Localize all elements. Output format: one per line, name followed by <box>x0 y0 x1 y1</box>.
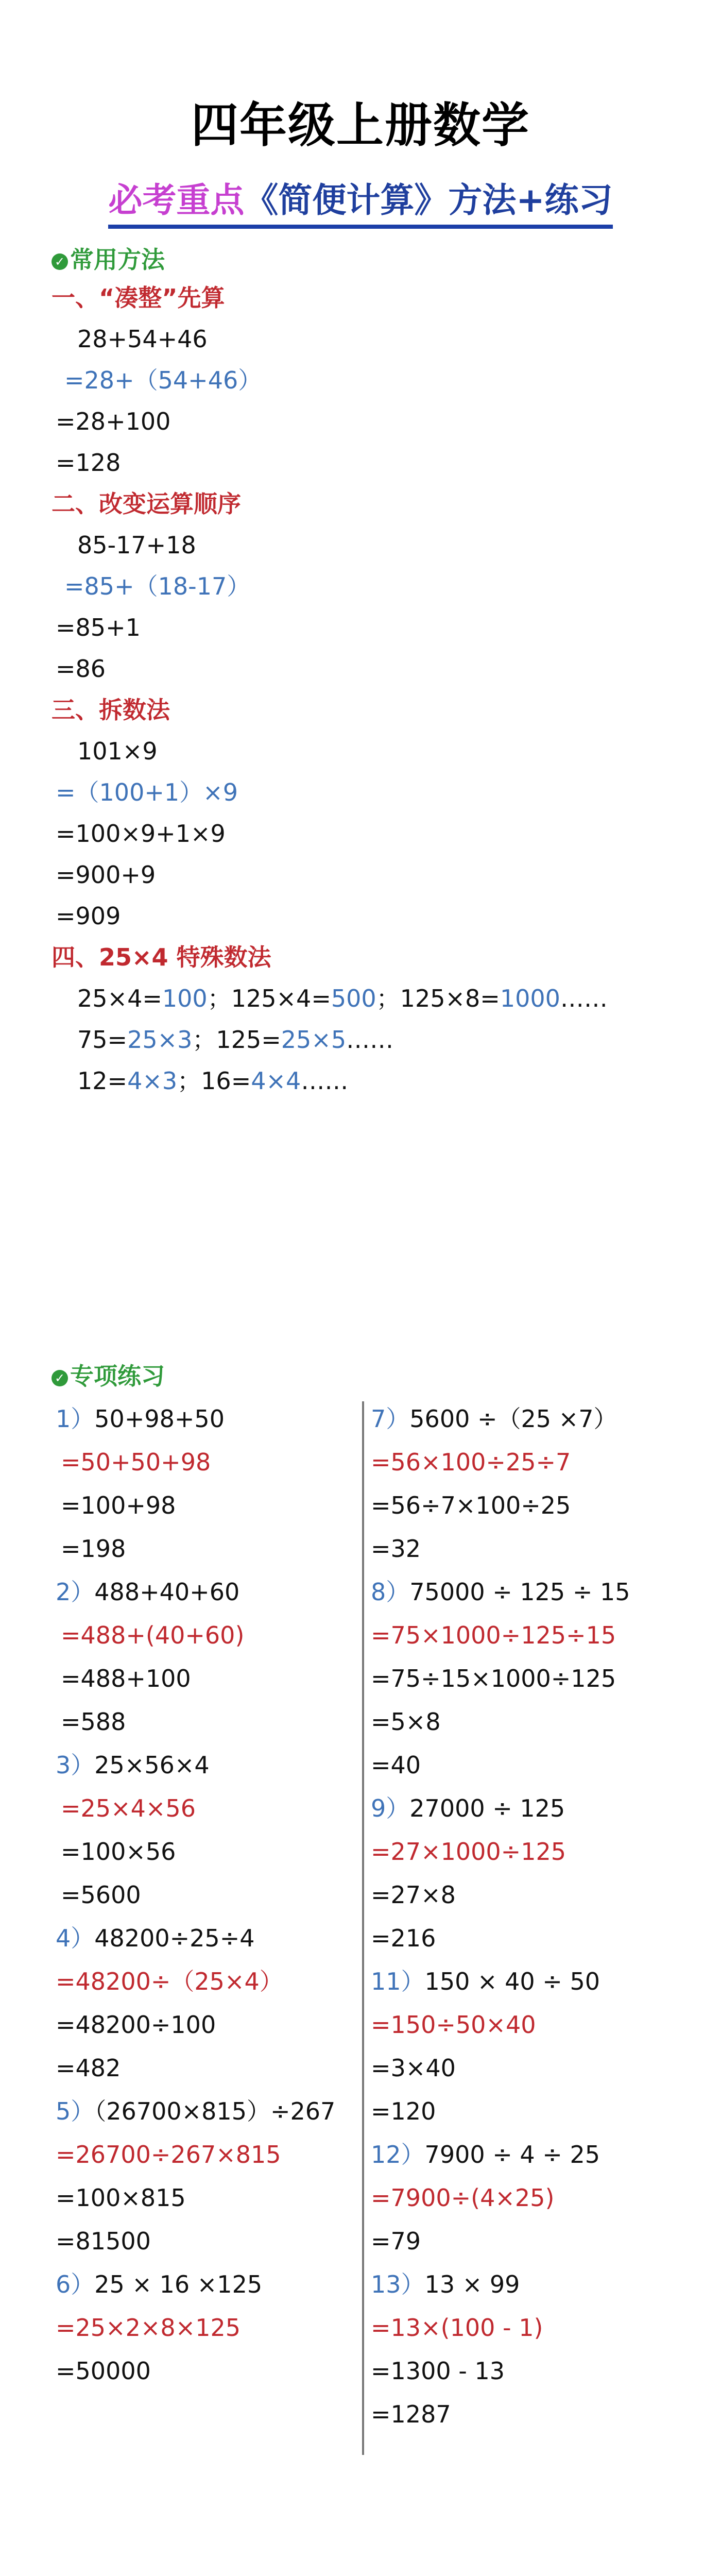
method-4-row: 12=4×3；16=4×4…… <box>77 1067 349 1095</box>
practice-step: =488+100 <box>61 1665 191 1692</box>
practice-step: =120 <box>371 2097 436 2125</box>
method-2-line: =85+1 <box>56 614 141 641</box>
method-2-line: =85+（18-17） <box>64 572 251 600</box>
subtitle-main: 《简便计算》方法+练习 <box>244 180 613 220</box>
practice-step: =48200÷（25×4） <box>56 1968 283 1995</box>
practice-step: =198 <box>61 1535 126 1563</box>
practice-question: 13）13 × 99 <box>371 2270 520 2298</box>
check-icon: ✓ <box>52 253 68 270</box>
practice-step: =75×1000÷125÷15 <box>371 1621 616 1649</box>
practice-question: 9）27000 ÷ 125 <box>371 1794 565 1822</box>
page-title: 四年级上册数学 <box>191 98 530 153</box>
practice-step: =40 <box>371 1751 421 1779</box>
practice-step: =7900÷(4×25) <box>371 2184 555 2212</box>
practice-step: =100+98 <box>61 1492 176 1519</box>
practice-step: =100×56 <box>61 1838 176 1866</box>
method-4-row: 25×4=100；125×4=500；125×8=1000…… <box>77 985 608 1012</box>
practice-question: 6）25 × 16 ×125 <box>56 2270 263 2298</box>
practice-step: =588 <box>61 1708 126 1736</box>
practice-step: =56×100÷25÷7 <box>371 1448 571 1476</box>
practice-step: =13×(100 - 1) <box>371 2314 543 2342</box>
practice-question: 7）5600 ÷（25 ×7） <box>371 1405 617 1433</box>
practice-step: =75÷15×1000÷125 <box>371 1665 616 1692</box>
practice-step: =79 <box>371 2227 421 2255</box>
practice-question: 12）7900 ÷ 4 ÷ 25 <box>371 2141 600 2168</box>
practice-step: =50+50+98 <box>61 1448 211 1476</box>
subtitle-highlight: 必考重点 <box>108 180 245 220</box>
practice-question: 3）25×56×4 <box>56 1751 210 1779</box>
practice-step: =26700÷267×815 <box>56 2141 281 2168</box>
practice-step: =1287 <box>371 2400 451 2428</box>
method-3-title: 三、拆数法 <box>52 696 170 724</box>
method-3-line: =（100+1）×9 <box>56 778 238 806</box>
practice-step: =3×40 <box>371 2054 456 2082</box>
practice-question: 1）50+98+50 <box>56 1405 225 1433</box>
method-3-line: =100×9+1×9 <box>56 820 226 848</box>
practice-step: =1300 - 13 <box>371 2357 505 2385</box>
method-4-row: 75=25×3；125=25×5…… <box>77 1026 394 1054</box>
method-1-line: =28+（54+46） <box>64 366 262 394</box>
practice-step: =48200÷100 <box>56 2011 216 2039</box>
method-3-line: =909 <box>56 902 121 930</box>
practice-question: 11）150 × 40 ÷ 50 <box>371 1968 600 1995</box>
method-1-line: =128 <box>56 449 121 477</box>
method-1-title: 一、“凑整”先算 <box>52 284 225 312</box>
practice-step: =56÷7×100÷25 <box>371 1492 571 1519</box>
practice-step: =100×815 <box>56 2184 186 2212</box>
column-divider <box>362 1401 364 2455</box>
method-3-line: 101×9 <box>77 737 158 765</box>
practice-step: =32 <box>371 1535 421 1563</box>
methods-heading: ✓ 常用方法 <box>52 246 165 274</box>
practice-step: =81500 <box>56 2227 151 2255</box>
page-subtitle <box>0 173 721 229</box>
check-icon: ✓ <box>52 1370 68 1386</box>
practice-step: =25×2×8×125 <box>56 2314 241 2342</box>
practice-step: =27×8 <box>371 1881 456 1909</box>
method-2-line: =86 <box>56 655 106 683</box>
practice-question: 5）（26700×815）÷267 <box>56 2097 336 2125</box>
practice-step: =27×1000÷125 <box>371 1838 566 1866</box>
method-4-title: 四、25×4 特殊数法 <box>52 943 271 971</box>
method-2-line: 85-17+18 <box>77 531 196 559</box>
method-2-title: 二、改变运算顺序 <box>52 490 241 518</box>
practice-step: =5600 <box>61 1881 141 1909</box>
practice-step: =488+(40+60) <box>61 1621 245 1649</box>
practice-question: 4）48200÷25÷4 <box>56 1924 255 1952</box>
practice-step: =5×8 <box>371 1708 441 1736</box>
method-1-line: =28+100 <box>56 408 171 435</box>
practice-question: 8）75000 ÷ 125 ÷ 15 <box>371 1578 630 1606</box>
method-3-line: =900+9 <box>56 861 156 889</box>
practice-step: =482 <box>56 2054 121 2082</box>
practice-step: =25×4×56 <box>61 1794 196 1822</box>
practice-question: 2）488+40+60 <box>56 1578 240 1606</box>
method-1-line: 28+54+46 <box>77 325 208 353</box>
practice-heading: ✓ 专项练习 <box>52 1363 165 1390</box>
practice-step: =216 <box>371 1924 436 1952</box>
practice-step: =50000 <box>56 2357 151 2385</box>
practice-step: =150÷50×40 <box>371 2011 536 2039</box>
